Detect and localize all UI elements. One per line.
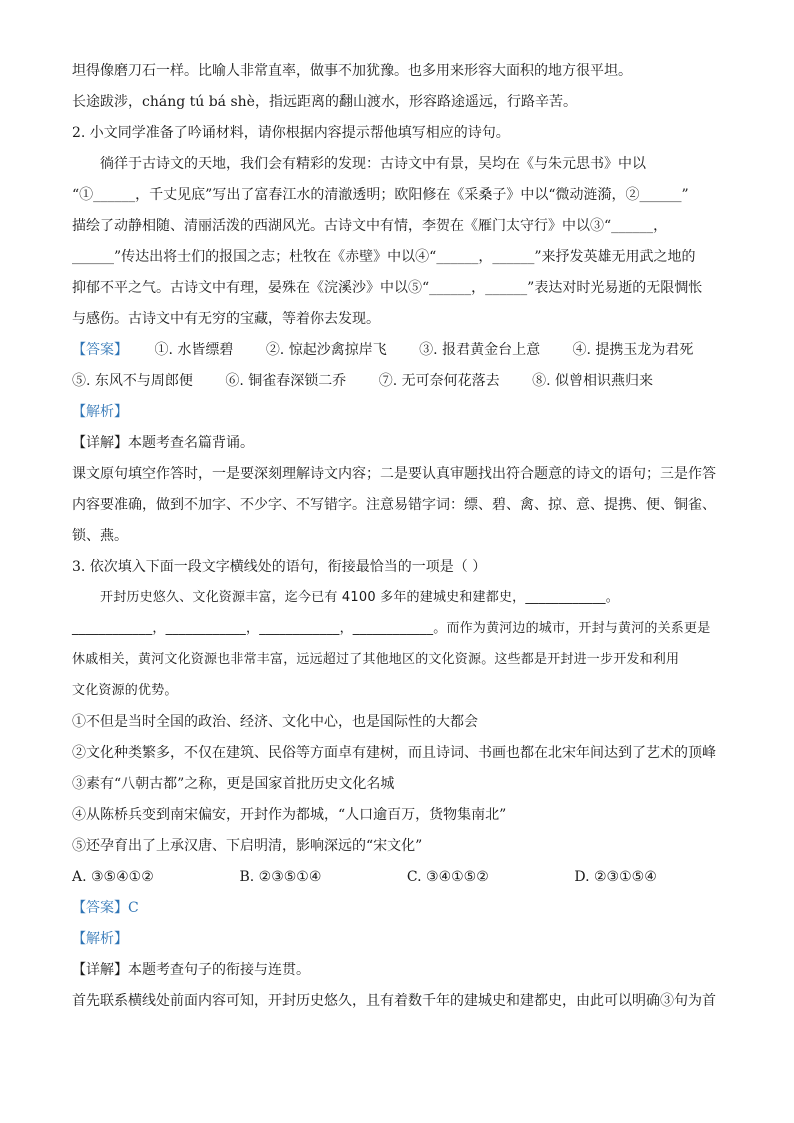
text-line: ______”传达出将士们的报国之志；杜牧在《赤壁》中以④“______，______”来抒发英雄无用武之地的 xyxy=(72,249,696,265)
answer-item: ①. 水皆缥碧 xyxy=(154,342,234,358)
choice-c: C. ③④①⑤② xyxy=(406,869,489,885)
text-line: 内容要准确，做到不加字、不少字、不写错字。注意易错字词：缥、碧、禽、掠、意、提携、便、铜雀、 xyxy=(72,497,716,513)
text-line: 锁、燕。 xyxy=(72,528,128,544)
answer-tag: 【答案】C xyxy=(72,900,139,916)
answer-tag: 【答案】 xyxy=(72,342,128,358)
sentence-option: ⑤还孕育出了上承汉唐、下启明清，影响深远的“宋文化” xyxy=(72,838,423,854)
passage-line: 开封历史悠久、文化资源丰富，迄今已有 4100 多年的建城史和建都史，____________。 xyxy=(100,590,619,605)
text-line: “①______，千丈见底”写出了富春江水的清澈透明；欧阳修在《采桑子》中以“微动涟漪，②______” xyxy=(72,187,689,203)
sentence-option: ②文化种类繁多，不仅在建筑、民俗等方面卓有建树，而且诗词、书画也都在北宋年间达到了艺术的顶峰 xyxy=(72,745,716,761)
answer-row-2 xyxy=(72,372,724,403)
question-3-stem: 3. 依次填入下面一段文字横线处的语句，衔接最恰当的一项是（ ） xyxy=(72,559,487,575)
answer-item: ②. 惊起沙禽掠岸飞 xyxy=(265,342,387,358)
text-line: 【详解】本题考查句子的衔接与连贯。 xyxy=(72,962,310,978)
choice-a: A. ③⑤④①② xyxy=(72,869,154,885)
sentence-option: ④从陈桥兵变到南宋偏安，开封作为都城，“人口逾百万，货物集南北” xyxy=(72,807,507,823)
text-line: 抑郁不平之气。古诗文中有理，晏殊在《浣溪沙》中以⑤“______，______”表达对时光易逝的无限惆怅 xyxy=(72,280,703,296)
text-line: 首先联系横线处前面内容可知，开封历史悠久，且有着数千年的建城史和建都史，由此可以明确③句为首 xyxy=(72,993,716,1009)
passage-line: 休戚相关，黄河文化资源也非常丰富，远远超过了其他地区的文化资源。这些都是开封进一步开发和利用 xyxy=(72,652,680,667)
text-line: 与感伤。古诗文中有无穷的宝藏，等着你去发现。 xyxy=(72,311,380,327)
analysis-tag: 【解析】 xyxy=(72,404,128,420)
text-line: 描绘了动静相随、清丽活泼的西湖风光。古诗文中有情，李贺在《雁门太守行》中以③“______， xyxy=(72,218,668,234)
answer-row-1 xyxy=(72,341,724,372)
answer-item: ⑤. 东风不与周郎便 xyxy=(72,373,193,389)
text-line: 【详解】本题考查名篇背诵。 xyxy=(72,435,254,451)
text-line: 长途跋涉，cháng tú bá shè，指远距离的翻山渡水，形容路途遥远，行路辛苦。 xyxy=(72,94,577,110)
answer-item: ⑧. 似曾相识燕归来 xyxy=(532,373,653,389)
document-page xyxy=(72,62,724,1023)
answer-item: ④. 提携玉龙为君死 xyxy=(572,342,694,358)
choice-options xyxy=(72,868,724,899)
text-line: 徜徉于古诗文的天地，我们会有精彩的发现：古诗文中有景，吴均在《与朱元思书》中以 xyxy=(100,156,646,172)
choice-d: D. ②③①⑤④ xyxy=(574,869,657,885)
question-2-stem: 2. 小文同学准备了吟诵材料，请你根据内容提示帮他填写相应的诗句。 xyxy=(72,125,510,141)
sentence-option: ③素有“八朝古都”之称，更是国家首批历史文化名城 xyxy=(72,776,395,792)
choice-b: B. ②③⑤①④ xyxy=(239,869,322,885)
text-line: 课文原句填空作答时，一是要深刻理解诗文内容；二是要认真审题找出符合题意的诗文的语句；三是作答 xyxy=(72,466,716,482)
answer-item: ⑥. 铜雀春深锁二乔 xyxy=(225,373,347,389)
analysis-tag: 【解析】 xyxy=(72,931,128,947)
answer-item: ⑦. 无可奈何花落去 xyxy=(378,373,500,389)
answer-item: ③. 报君黄金台上意 xyxy=(419,342,541,358)
passage-line: 文化资源的优势。 xyxy=(72,683,178,698)
sentence-option: ①不但是当时全国的政治、经济、文化中心，也是国际性的大都会 xyxy=(72,714,478,730)
text-line: 坦得像磨刀石一样。比喻人非常直率，做事不加犹豫。也多用来形容大面积的地方很平坦。 xyxy=(72,63,632,79)
passage-line: ____________，____________，____________，____________。而作为黄河边的城市，开封与黄河的关系更是 xyxy=(72,621,711,636)
